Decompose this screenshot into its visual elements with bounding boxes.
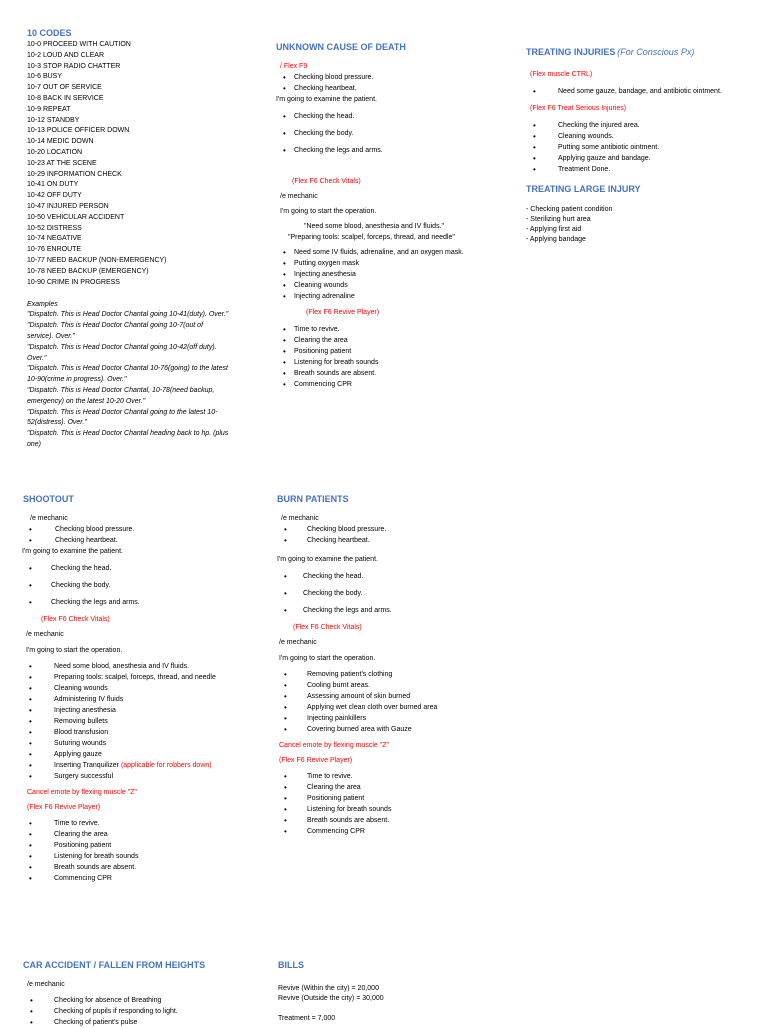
exam-list (22, 563, 262, 608)
example-line: "Dispatch. This is Head Doctor Chantal going to the latest 10- (27, 408, 218, 416)
operation-list (22, 661, 262, 782)
example-line: service). Over." (27, 332, 75, 340)
code-item: 10-41 ON DUTY (27, 181, 79, 189)
code-item: 10-20 LOCATION (27, 148, 83, 156)
revive-label: (Flex F6 Revive Player) (306, 309, 380, 316)
ten-codes-section (27, 27, 257, 451)
vitals-list (277, 524, 517, 546)
mechanic-emote: /e mechanic (27, 981, 65, 988)
list-item: • Breath sounds are absent. (276, 368, 516, 379)
mechanic-emote: /e mechanic (281, 515, 319, 522)
large-injury-heading: TREATING LARGE INJURY (526, 184, 641, 194)
start-operation-text: I'm going to start the operation. (279, 655, 376, 662)
list-item: • Checking the head. (276, 111, 516, 122)
list-item: • Listening for breath sounds (22, 851, 262, 862)
list-item: • Treatment Done. (526, 164, 764, 175)
list-item: • Checking the legs and arms. (276, 145, 516, 156)
list-item: • Commencing CPR (276, 379, 516, 390)
bill-line: Treatment = 7,000 (278, 1015, 336, 1022)
list-item: • Commencing CPR (22, 873, 262, 884)
code-item: 10-50 VEHICULAR ACCIDENT (27, 213, 125, 221)
list-item: • Checking the injured area. (526, 120, 764, 131)
exam-list (276, 111, 516, 156)
quote-line: "Preparing tools: scalpel, forceps, thread, and needle" (288, 234, 455, 241)
list-item (22, 760, 262, 771)
code-item: 10-23 AT THE SCENE (27, 159, 97, 167)
code-item: 10-74 NEGATIVE (27, 235, 82, 243)
code-item: 10-6 BUSY (27, 73, 63, 81)
list-item: - Applying bandage (526, 236, 586, 243)
examine-text: I'm going to examine the patient. (276, 96, 377, 103)
bills-heading: BILLS (278, 960, 304, 970)
list-item: • Time to revive. (277, 771, 517, 782)
revive-label: (Flex F6 Revive Player) (27, 804, 101, 811)
mechanic-emote: /e mechanic (280, 193, 318, 200)
list-item: • Checking the body. (276, 128, 516, 139)
list-item: • Applying gauze and bandage. (526, 153, 764, 164)
operation-list (277, 669, 517, 735)
example-line: "Dispatch. This is Head Doctor Chantal going 10-42(off duty). (27, 343, 217, 351)
example-line: Over." (27, 354, 47, 362)
list-item: • Time to revive. (22, 818, 262, 829)
list-item: • Covering burned area with Gauze (277, 724, 517, 735)
car-accident-list (23, 995, 263, 1028)
burn-patients-section (277, 493, 517, 837)
list-item: - Checking patient condition (526, 206, 613, 213)
code-item: 10-78 NEED BACKUP (EMERGENCY) (27, 267, 149, 275)
list-item: • Removing patient's clothing (277, 669, 517, 680)
example-line: "Dispatch. This is Head Doctor Chantal, 10-78(need backup, (27, 386, 215, 394)
list-item: • Checking heartbeat. (277, 535, 517, 546)
list-item: • Checking the body. (22, 580, 262, 591)
serious-list (526, 120, 764, 175)
exam-list (277, 571, 517, 616)
list-item: • Checking blood pressure. (277, 524, 517, 535)
list-item: • Blood transfusion (22, 727, 262, 738)
flex-f9-label: / Flex F9 (280, 63, 308, 70)
list-item: - Sterilizing hurt area (526, 216, 591, 223)
example-line: "Dispatch. This is Head Doctor Chantal 10-76(going) to the latest (27, 365, 228, 373)
revive-list (22, 818, 262, 884)
list-item: • Checking heartbeat. (276, 83, 516, 94)
code-item: 10-7 OUT OF SERVICE (27, 84, 102, 92)
unknown-death-heading: UNKNOWN CAUSE OF DEATH (276, 42, 406, 52)
code-item: 10-12 STANDBY (27, 116, 80, 124)
shootout-heading: SHOOTOUT (23, 494, 74, 504)
list-item: • Assessing amount of skin burned (277, 691, 517, 702)
list-item: • Listening for breath sounds (276, 357, 516, 368)
code-item: 10-2 LOUD AND CLEAR (27, 51, 105, 59)
treating-injuries-heading (526, 46, 764, 59)
list-item: • Cleaning wounds. (526, 131, 764, 142)
revive-label: (Flex F6 Revive Player) (279, 757, 353, 764)
treating-injuries-section (526, 46, 764, 245)
code-item: 10-8 BACK IN SERVICE (27, 94, 104, 102)
bill-line: Revive (Within the city) = 20,000 (278, 985, 379, 992)
serious-injuries-label: (Flex F6 Treat Serious Injuries) (530, 105, 627, 112)
operation-list (276, 247, 516, 302)
car-accident-section (23, 959, 263, 1028)
list-item: • Checking heartbeat. (22, 535, 262, 546)
shootout-section (22, 493, 262, 884)
example-line: "Dispatch. This is Head Doctor Chantal heading back to hp. (plus (27, 430, 229, 438)
code-item: 10-13 POLICE OFFICER DOWN (27, 127, 130, 135)
tranquilizer-note: (applicable for robbers down) (120, 762, 212, 769)
list-item: • Administering IV fluids (22, 694, 262, 705)
bills-section (278, 959, 518, 1024)
list-item: • Cooling burnt areas. (277, 680, 517, 691)
car-accident-heading: CAR ACCIDENT / FALLEN FROM HEIGHTS (23, 960, 206, 970)
list-item: • Removing bullets (22, 716, 262, 727)
example-line: one) (27, 440, 42, 448)
list-item: • Injecting painkillers (277, 713, 517, 724)
example-line: "Dispatch. This is Head Doctor Chantal going 10-41(duty). Over." (27, 311, 229, 319)
mechanic-emote: /e mechanic (279, 639, 317, 646)
list-item: • Checking of patient's pulse (23, 1017, 263, 1028)
list-item: • Checking the head. (22, 563, 262, 574)
code-item: 10-29 INFORMATION CHECK (27, 170, 122, 178)
list-item: • Need some gauze, bandage, and antibiotic ointment. (526, 86, 764, 97)
check-vitals-label: (Flex F6 Check Vitals) (292, 178, 361, 185)
list-item: • Clearing the area (276, 335, 516, 346)
cancel-emote-text: Cancel emote by flexing muscle "Z" (27, 789, 138, 796)
list-item: • Time to revive. (276, 324, 516, 335)
code-item: 10-47 INJURED PERSON (27, 202, 109, 210)
revive-list (277, 771, 517, 837)
list-item: • Suturing wounds (22, 738, 262, 749)
large-injury-list (526, 205, 764, 245)
list-item: • Positioning patient (22, 840, 262, 851)
examples-label: Examples (27, 301, 58, 309)
code-item: 10-42 OFF DUTY (27, 192, 82, 200)
list-item: • Checking the legs and arms. (277, 605, 517, 616)
quote-line: "Need some blood, anesthesia and IV fluids." (304, 223, 444, 230)
list-item: • Need some blood, anesthesia and IV fluids. (22, 661, 262, 672)
list-item: • Cleaning wounds (276, 280, 516, 291)
revive-list (276, 324, 516, 390)
tranquilizer-text: Inserting Tranquilizer (54, 762, 119, 769)
cancel-emote-text: Cancel emote by flexing muscle "Z" (279, 742, 390, 749)
list-item: • Putting some antibiotic ointment. (526, 142, 764, 153)
list-item: • Commencing CPR (277, 826, 517, 837)
list-item: • Putting oxygen mask (276, 258, 516, 269)
code-item: 10-77 NEED BACKUP (NON-EMERGENCY) (27, 256, 167, 264)
mechanic-emote: /e mechanic (30, 515, 68, 522)
example-line: 52(distress). Over." (27, 419, 87, 427)
ctrl-list (526, 86, 764, 97)
list-item: • Applying gauze (22, 749, 262, 760)
example-line: emergency) on the latest 10-20 Over." (27, 397, 146, 405)
code-item: 10-52 DISTRESS (27, 224, 82, 232)
code-item: 10-3 STOP RADIO CHATTER (27, 62, 121, 70)
list-item: • Checking the head. (277, 571, 517, 582)
list-item: - Applying first aid (526, 226, 582, 233)
list-item: • Checking blood pressure. (22, 524, 262, 535)
list-item: • Breath sounds are absent. (277, 815, 517, 826)
list-item: • Checking for absence of Breathing (23, 995, 263, 1006)
treating-injuries-subtitle: (For Conscious Px) (617, 47, 695, 57)
ten-codes-list (27, 40, 257, 288)
list-item: • Injecting anesthesia (22, 705, 262, 716)
treating-injuries-title: TREATING INJURIES (526, 47, 616, 57)
list-item: • Clearing the area (22, 829, 262, 840)
list-item: • Positioning patient (277, 793, 517, 804)
list-item: • Applying wet clean cloth over burned area (277, 702, 517, 713)
example-line: "Dispatch. This is Head Doctor Chantal going 10-7(out of (27, 322, 204, 330)
list-item: • Injecting adrenaline (276, 291, 516, 302)
ten-codes-heading: 10 CODES (27, 28, 72, 38)
list-item: • Checking the body. (277, 588, 517, 599)
list-item: • Injecting anesthesia (276, 269, 516, 280)
example-line: 10-90(crime in progress). Over." (27, 376, 127, 384)
code-item: 10-90 CRIME IN PROGRESS (27, 278, 120, 286)
examine-text: I'm going to examine the patient. (277, 556, 378, 563)
code-item: 10-76 ENROUTE (27, 246, 82, 254)
list-item: • Breath sounds are absent. (22, 862, 262, 873)
mechanic-emote: /e mechanic (26, 631, 64, 638)
vitals-list (276, 72, 516, 94)
list-item: • Surgery successful (22, 771, 262, 782)
list-item: • Preparing tools: scalpel, forceps, thread, and needle (22, 672, 262, 683)
list-item: • Cleaning wounds (22, 683, 262, 694)
check-vitals-label: (Flex F6 Check Vitals) (41, 616, 110, 623)
list-item: • Need some IV fluids, adrenaline, and an oxygen mask. (276, 247, 516, 258)
list-item: • Clearing the area (277, 782, 517, 793)
list-item: • Positioning patient (276, 346, 516, 357)
unknown-death-section (276, 41, 516, 390)
check-vitals-label: (Flex F6 Check Vitals) (293, 624, 362, 631)
examine-text: I'm going to examine the patient. (22, 548, 123, 555)
examples-list (27, 310, 257, 450)
start-operation-text: I'm going to start the operation. (26, 647, 123, 654)
code-item: 10-9 REPEAT (27, 105, 71, 113)
vitals-list (22, 524, 262, 546)
code-item: 10-14 MEDIC DOWN (27, 138, 94, 146)
list-item: • Checking blood pressure. (276, 72, 516, 83)
list-item: • Listening for breath sounds (277, 804, 517, 815)
list-item: • Checking of pupils if responding to light. (23, 1006, 263, 1017)
flex-ctrl-label: (Flex muscle CTRL) (530, 71, 593, 78)
burn-patients-heading: BURN PATIENTS (277, 494, 349, 504)
bill-line: Revive (Outside the city) = 30,000 (278, 995, 384, 1002)
start-operation-text: I'm going to start the operation. (280, 208, 377, 215)
list-item: • Checking the legs and arms. (22, 597, 262, 608)
code-item: 10-0 PROCEED WITH CAUTION (27, 41, 131, 48)
